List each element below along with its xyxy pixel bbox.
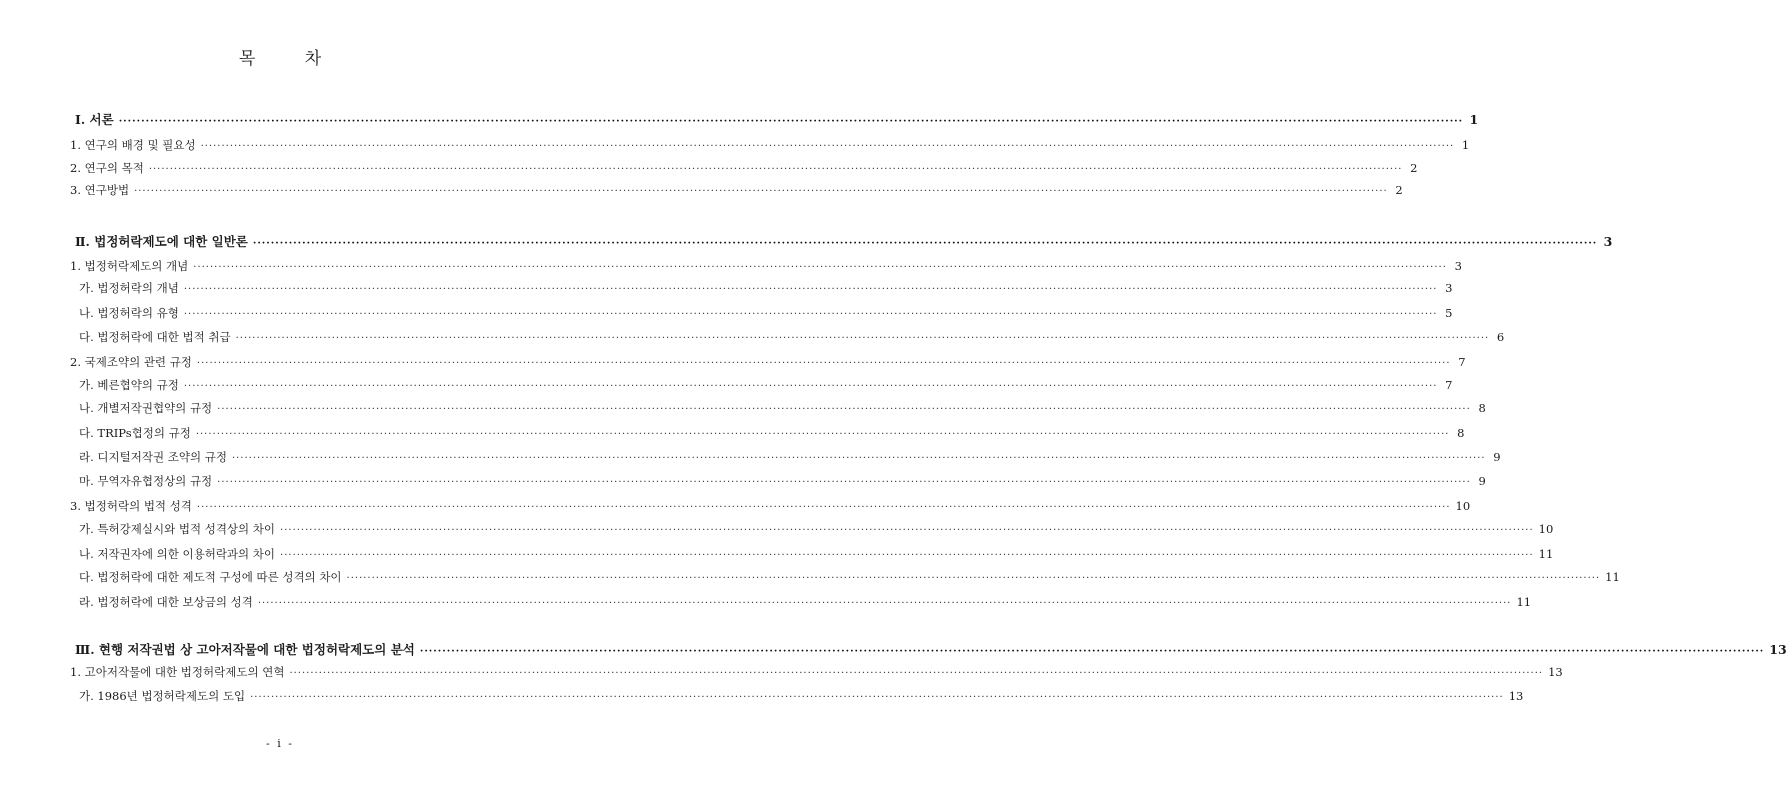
toc-entry — [70, 498, 1471, 518]
toc-entry — [79, 305, 1453, 325]
toc-entry-label: 다. 법정허락에 대한 제도적 구성에 따른 성격의 차이 — [79, 570, 342, 584]
toc-entry — [70, 258, 1462, 278]
dot-leader: ············································································································································································································································································································ — [196, 358, 1451, 369]
dot-leader: ············································································································································································································································································································ — [118, 116, 1464, 127]
dot-leader: ············································································································································································································································································································ — [196, 502, 1451, 513]
dot-leader: ············································································································································································································································································································ — [419, 646, 1765, 657]
dot-leader: ············································································································································································································································································································ — [200, 141, 1455, 152]
toc-entry-label: Ⅲ. 현행 저작권법 상 고아저작물에 대한 법정허락제도의 분석 — [75, 642, 415, 657]
toc-entry-page: 11 — [1605, 570, 1620, 584]
toc-entry-label: 가. 법정허락의 개념 — [79, 281, 179, 295]
toc-entry-label: 라. 법정허락에 대한 보상금의 성격 — [79, 595, 253, 609]
toc-entry-page: 8 — [1457, 426, 1465, 440]
toc-entry — [79, 329, 1505, 349]
dot-leader: ············································································································································································································································································································ — [183, 284, 1438, 295]
toc-entry-page: 9 — [1493, 450, 1501, 464]
toc-entry-label: 다. 법정허락에 대한 법적 취급 — [79, 330, 231, 344]
toc-entry — [79, 425, 1465, 445]
dot-leader: ············································································································································································································································································································ — [235, 333, 1490, 344]
toc-entry-page: 7 — [1458, 355, 1466, 369]
toc-entry-label: 1. 법정허락제도의 개념 — [70, 259, 189, 273]
toc-entry — [70, 137, 1470, 157]
toc-entry-page: 7 — [1445, 378, 1453, 392]
dot-leader: ············································································································································································································································································································ — [217, 404, 1471, 415]
toc-entry — [75, 110, 1479, 130]
toc-entry — [79, 400, 1486, 420]
dot-leader: ············································································································································································································································································································ — [195, 429, 1450, 440]
toc-entry-page: 11 — [1538, 547, 1554, 561]
toc-entry-label: 가. 특허강제실시와 법적 성격상의 차이 — [79, 522, 276, 536]
dot-leader: ············································································································································································································································································································ — [252, 238, 1598, 249]
toc-entry-label: 가. 베른협약의 규정 — [79, 378, 179, 392]
toc-entry-label: 가. 1986년 법정허락제도의 도입 — [79, 689, 246, 703]
toc-entry-page: 11 — [1516, 595, 1532, 609]
toc-entry-page: 2 — [1410, 161, 1418, 175]
toc-entry-page: 1 — [1469, 112, 1479, 127]
toc-entry-page: 9 — [1478, 474, 1486, 488]
toc-entry-page: 3 — [1445, 281, 1453, 295]
toc-entry-page: 10 — [1538, 522, 1554, 536]
toc-entry-label: Ⅰ. 서론 — [75, 112, 114, 127]
toc-entry-label: 나. 법정허락의 유형 — [79, 306, 179, 320]
toc-entry — [79, 569, 1620, 589]
toc-entry-page: 3 — [1603, 234, 1613, 249]
dot-leader: ············································································································································································································································································································ — [346, 573, 1601, 584]
toc-entry-label: 1. 연구의 배경 및 필요성 — [70, 138, 196, 152]
toc-entry — [79, 521, 1554, 541]
toc-entry-label: 나. 개별저작권협약의 규정 — [79, 401, 213, 415]
dot-leader: ············································································································································································································································································································ — [193, 262, 1447, 273]
page-number-footer: - i - — [266, 737, 294, 750]
toc-entry-label: 3. 법정허락의 법적 성격 — [70, 499, 192, 513]
toc-entry-label: 2. 연구의 목적 — [70, 161, 144, 175]
dot-leader: ············································································································································································································································································································ — [134, 186, 1388, 197]
toc-title: 목 차 — [238, 49, 344, 69]
toc-entry — [79, 688, 1524, 708]
toc-entry-page: 13 — [1508, 689, 1524, 703]
toc-entry-label: 2. 국제조약의 관련 규정 — [70, 355, 192, 369]
toc-entry — [79, 449, 1501, 469]
toc-entry — [79, 546, 1554, 566]
dot-leader: ············································································································································································································································································································ — [183, 381, 1438, 392]
toc-entry-label: 3. 연구방법 — [70, 183, 130, 197]
toc-entry-page: 13 — [1769, 642, 1787, 657]
toc-entry — [70, 160, 1418, 180]
toc-entry-page: 10 — [1455, 499, 1471, 513]
dot-leader: ············································································································································································································································································································ — [183, 309, 1438, 320]
toc-entry-label: 1. 고아저작물에 대한 법정허락제도의 연혁 — [70, 665, 285, 679]
toc-entry — [79, 473, 1486, 493]
toc-entry-page: 5 — [1445, 306, 1453, 320]
toc-entry-page: 3 — [1454, 259, 1462, 273]
dot-leader: ············································································································································································································································································································ — [231, 453, 1486, 464]
toc-entry-page: 13 — [1548, 665, 1563, 679]
dot-leader: ············································································································································································································································································································ — [217, 477, 1471, 488]
toc-entry — [79, 594, 1532, 614]
dot-leader: ············································································································································································································································································································ — [289, 668, 1544, 679]
toc-entry-label: 마. 무역자유협정상의 규정 — [79, 474, 213, 488]
toc-entry-label: Ⅱ. 법정허락제도에 대한 일반론 — [75, 234, 248, 249]
toc-entry-page: 2 — [1395, 183, 1403, 197]
dot-leader: ············································································································································································································································································································ — [280, 550, 1534, 561]
dot-leader: ············································································································································································································································································································ — [257, 598, 1512, 609]
toc-entry-label: 다. TRIPs협정의 규정 — [79, 426, 191, 440]
toc-entry — [70, 664, 1563, 684]
toc-entry-label: 나. 저작권자에 의한 이용허락과의 차이 — [79, 547, 276, 561]
toc-entry-page: 8 — [1478, 401, 1486, 415]
dot-leader: ············································································································································································································································································································ — [250, 692, 1504, 703]
toc-entry — [79, 280, 1453, 300]
toc-entry-page: 1 — [1461, 138, 1470, 152]
toc-entry — [79, 377, 1453, 397]
toc-entry — [70, 354, 1466, 374]
toc-entry — [75, 232, 1613, 252]
toc-entry — [70, 182, 1403, 202]
toc-entry-page: 6 — [1496, 330, 1505, 344]
dot-leader: ············································································································································································································································································································ — [148, 164, 1403, 175]
toc-entry-label: 라. 디지털저작권 조약의 규정 — [79, 450, 227, 464]
dot-leader: ············································································································································································································································································································ — [280, 525, 1534, 536]
toc-entry — [75, 640, 1787, 660]
